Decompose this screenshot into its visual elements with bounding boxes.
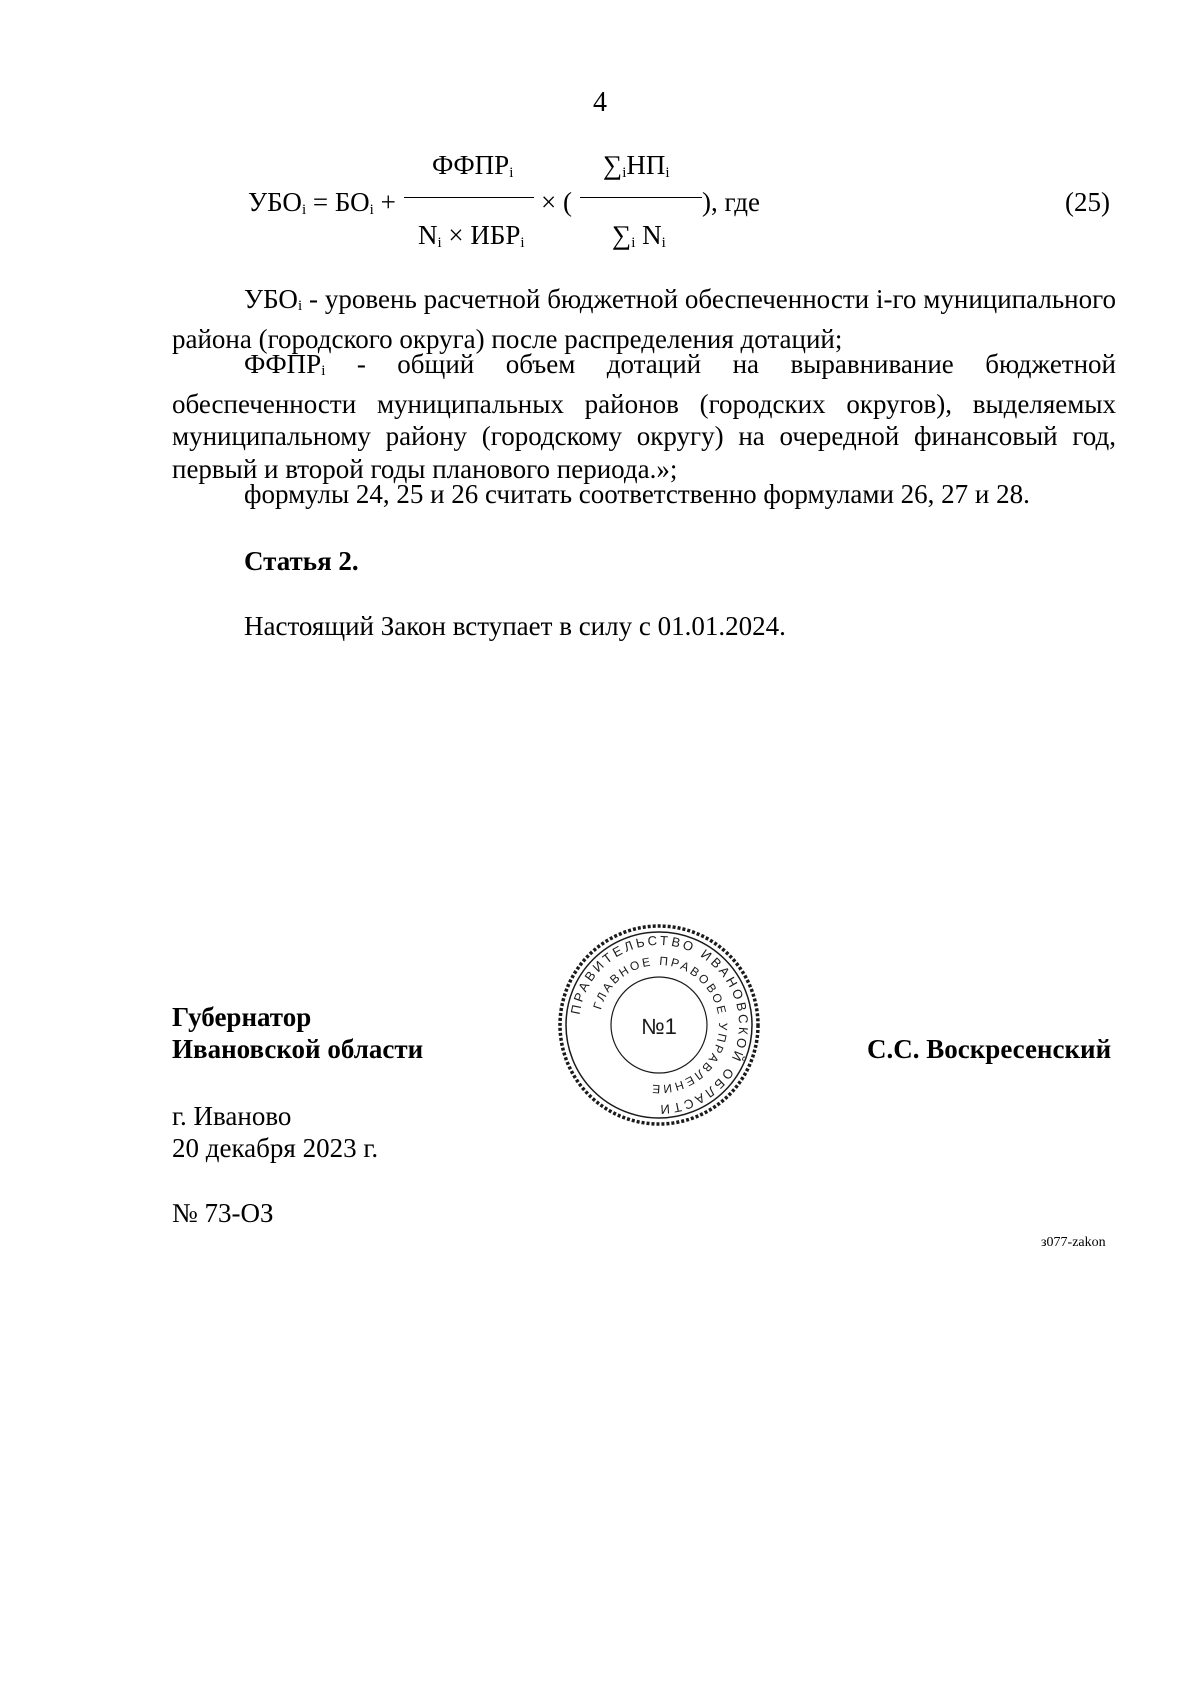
formula-lhs: $УБО_i = БО_i$ +: [248, 187, 396, 218]
fraction1-denominator: $N_i \times ИБР_i$: [418, 220, 525, 251]
document-code: з077-zakon: [1041, 1235, 1106, 1250]
fraction2-numerator: $\sum_iНП_i$: [603, 150, 670, 181]
fraction2-line: [580, 197, 702, 198]
place: г. Иваново: [172, 1101, 292, 1131]
seal-inner-text: ГЛАВНОЕ ПРАВОВОЕ УПРАВЛЕНИЕ: [590, 953, 731, 1097]
seal-graphic: [556, 922, 762, 1128]
formula-number: (25): [1065, 187, 1110, 217]
paragraph-ubo-definition: $УБО_i$ - уровень расчетной бюджетной обеспеченности i-го муниципального района (городского округа) после распределения дотаций;: [172, 284, 1116, 354]
paragraph-formula-renumber: формулы 24, 25 и 26 считать соответственно формулами 26, 27 и 28.: [244, 479, 1030, 509]
page-number: 4: [593, 87, 607, 118]
fraction1-line: [404, 197, 534, 198]
date: 20 декабря 2023 г.: [172, 1133, 379, 1163]
times-open-paren: × (: [541, 187, 572, 217]
article-text: Настоящий Закон вступает в силу с 01.01.2024.: [244, 611, 786, 641]
signatory-name: С.С. Воскресенский: [867, 1034, 1112, 1064]
fraction1-numerator: $ФФПР_i$: [432, 150, 514, 181]
formula-close: ), где: [702, 187, 760, 217]
fraction2-denominator: $\sum_i$ $N_i$: [612, 220, 666, 251]
article-heading: Статья 2.: [244, 546, 359, 576]
signatory-title-line2: Ивановской области: [172, 1034, 424, 1064]
official-seal: [556, 922, 762, 1128]
seal-center-number: №1: [641, 1014, 677, 1039]
law-number: № 73-ОЗ: [172, 1198, 274, 1228]
seal-outer-text: ПРАВИТЕЛЬСТВО ИВАНОВСКОЙ ОБЛАСТИ: [567, 932, 752, 1118]
signatory-title-line1: Губернатор: [172, 1002, 312, 1032]
paragraph-ffpr-definition: $ФФПР_i$ - общий объем дотаций на выравнивание бюджетной обеспеченности муниципальных районов (городских округов), выделяемых муниципальному району (городскому округу) на очередной финансовый год, первый и второй годы планового периода.»;: [172, 349, 1116, 484]
